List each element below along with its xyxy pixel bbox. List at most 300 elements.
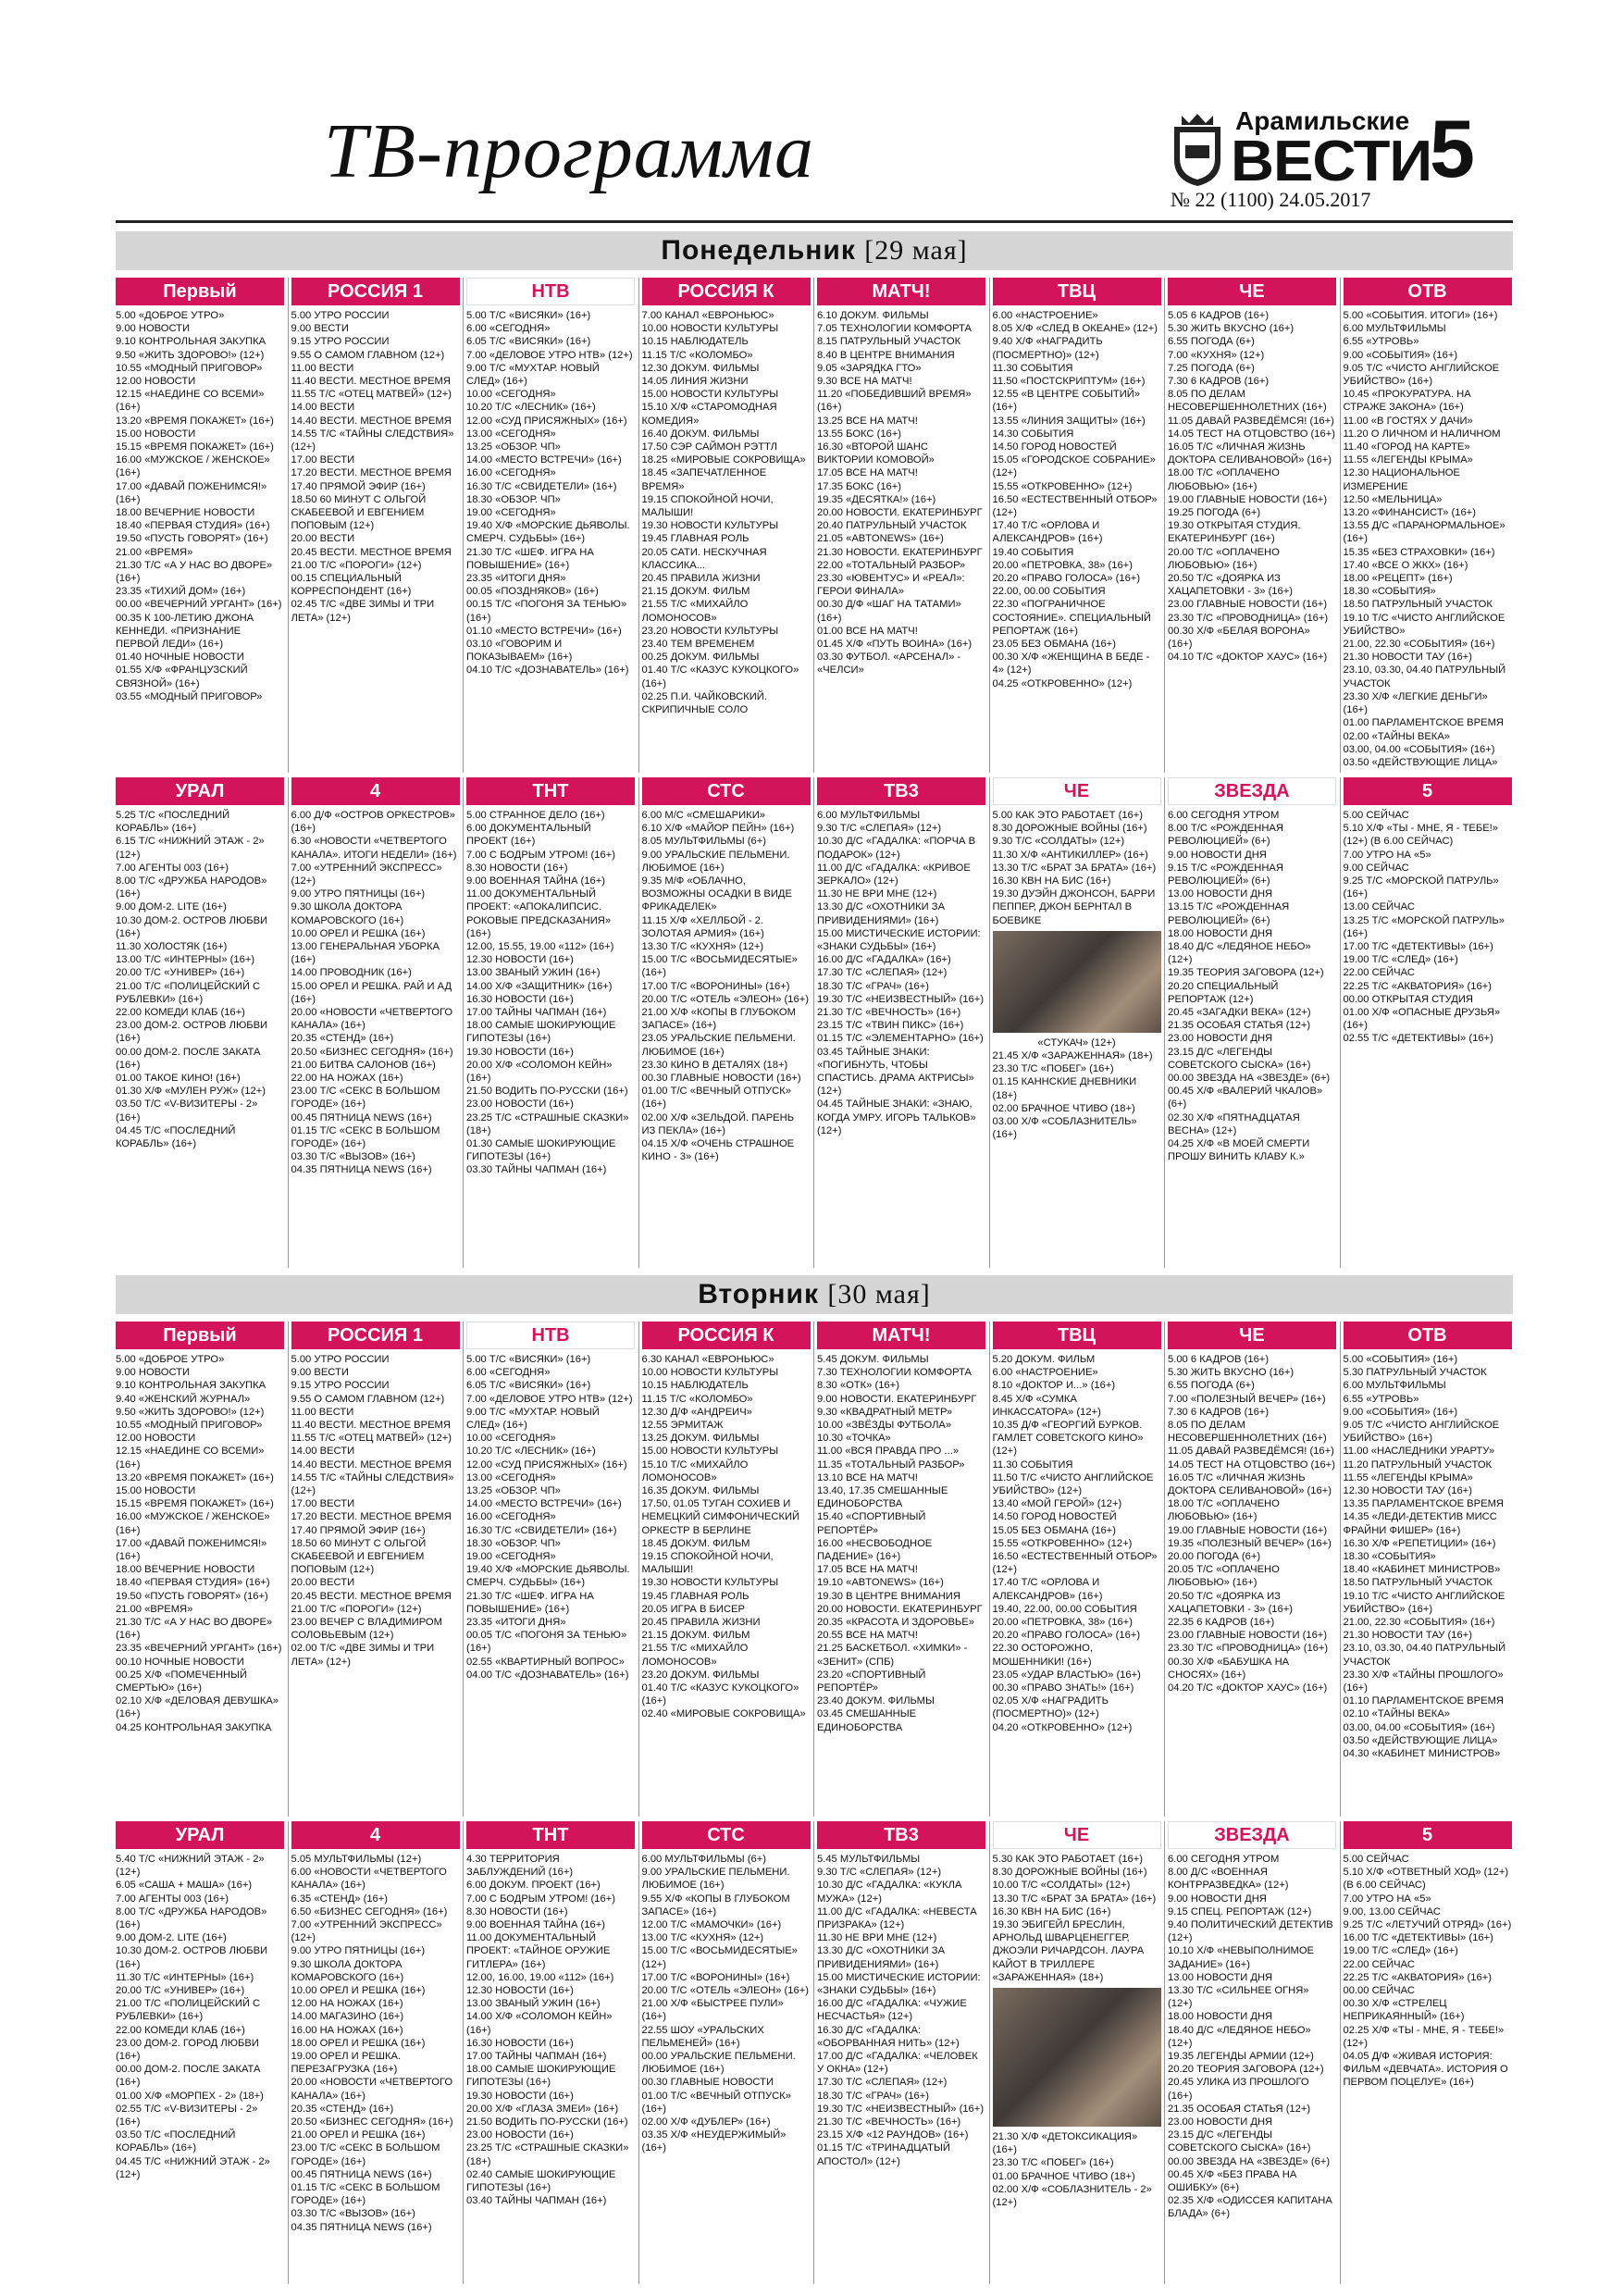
program-item: 00.15 Т/С «ПОГОНЯ ЗА ТЕНЬЮ» (16+)	[466, 599, 627, 624]
program-item: 8.45 Х/Ф «СУМКА ИНКАССАТОРА» (12+)	[992, 1393, 1101, 1418]
channel-logo: МАТЧ!	[817, 1322, 985, 1349]
program-item: 20.45 ПРАВИЛА ЖИЗНИ	[641, 1617, 761, 1629]
program-item: 20.45 УЛИКА ИЗ ПРОШЛОГО (16+)	[1168, 2077, 1309, 2102]
program-item: 14.00 «МЕСТО ВСТРЕЧИ» (16+)	[466, 1498, 622, 1510]
program-item: 03.30 ФУТБОЛ. «АРСЕНАЛ» - «ЧЕЛСИ»	[817, 652, 961, 676]
day-date: 29 мая	[874, 235, 958, 266]
program-list	[1344, 1353, 1512, 1760]
program-item: 6.55 «УТРОВЬ»	[1343, 1393, 1419, 1405]
program-item: 12.30 Д/Ф «АНДРЕИЧ»	[641, 1406, 752, 1418]
column-divider	[1164, 278, 1165, 773]
program-item: 17.30 Т/С «СЛЕПАЯ» (12+)	[817, 2077, 948, 2089]
program-item: 03.30 Т/С «ВЫЗОВ» (16+)	[291, 1151, 415, 1163]
channel-column-отв	[1344, 278, 1512, 773]
program-item: 21.35 ОСОБАЯ СТАТЬЯ (12+)	[1168, 1020, 1311, 1032]
program-item: 02.00 Х/Ф «ЗЕЛЬДОЙ. ПАРЕНЬ ИЗ ПЕКЛА» (16+)	[641, 1111, 795, 1136]
program-item: 9.30 ШКОЛА ДОКТОРА КОМАРОВСКОГО (16+)	[291, 1958, 404, 1983]
program-item: 21.00 Т/С «ПОЛИЦЕЙСКИЙ С РУБЛЕВКИ» (16+)	[116, 1998, 261, 2023]
program-item: 12.50 «МЕЛЬНИЦА»	[1343, 493, 1443, 505]
program-item: 16.00 Т/С «ДЕТЕКТИВЫ» (16+)	[1343, 1932, 1493, 1944]
program-item: 7.25 ПОГОДА (6+)	[1168, 362, 1255, 374]
program-item: 9.35 М/Ф «ОБЛАЧНО, ВОЗМОЖНЫ ОСАДКИ В ВИДЕ ФРИКАДЕЛЕК»	[641, 875, 792, 913]
program-item: 23.20 ДОКУМ. ФИЛЬМЫ	[641, 1669, 760, 1681]
program-item: 9.00 Т/С «МУХТАР. НОВЫЙ СЛЕД» (16+)	[466, 1406, 600, 1432]
program-item: 5.00 «ДОБРОЕ УТРО»	[116, 310, 225, 321]
program-item: 03.45 ТАЙНЫЕ ЗНАКИ: «ПОГИБНУТЬ, ЧТОБЫ СПАСТИСЬ. ДРАМА АКТРИСЫ» (12+)	[817, 1046, 974, 1098]
program-item: 18.00 Т/С «ОПЛАЧЕНО ЛЮБОВЬЮ» (16+)	[1168, 1498, 1280, 1523]
program-item: 9.00 ДОМ-2. LITE (16+)	[116, 1932, 227, 1944]
program-item: 18.40 «ПЕРВАЯ СТУДИЯ» (16+)	[116, 520, 270, 532]
column-divider	[813, 278, 814, 773]
program-item: 8.30 ДОРОЖНЫЕ ВОЙНЫ (16+)	[992, 1867, 1147, 1879]
program-item: 03.00 Х/Ф «СОБЛАЗНИТЕЛЬ» (16+)	[992, 1116, 1137, 1141]
program-item: 8.30 ДОРОЖНЫЕ ВОЙНЫ (16+)	[992, 823, 1147, 835]
program-item: 14.40 ВЕСТИ. МЕСТНОЕ ВРЕМЯ	[291, 415, 452, 427]
program-item: 22.25 Т/С «АКВАТОРИЯ» (16+)	[1343, 1971, 1492, 1983]
program-item: 04.00 Т/С «ДОЗНАВАТЕЛЬ» (16+)	[466, 1669, 629, 1681]
program-item: 01.40 Т/С «КАЗУС КУКОЦКОГО» (16+)	[641, 1682, 799, 1707]
program-item: 19.15 СПОКОЙНОЙ НОЧИ, МАЛЫШИ!	[641, 1551, 774, 1576]
program-item: 18.30 «СОБЫТИЯ»	[1343, 586, 1436, 598]
program-item: 18.30 Т/С «ГРАЧ» (16+)	[817, 980, 930, 992]
program-item: 13.00 Т/С «КУХНЯ» (12+)	[641, 1932, 764, 1944]
program-item: 18.00 Т/С «ОПЛАЧЕНО ЛЮБОВЬЮ» (16+)	[1168, 467, 1280, 492]
program-item: 15.05 «ГОРОДСКОЕ СОБРАНИЕ» (12+)	[992, 454, 1156, 479]
program-item: 11.00 Д/С «ГАДАЛКА: «НЕВЕСТА ПРИЗРАКА» (12+)	[817, 1905, 977, 1931]
program-item: 11.20 ПАТРУЛЬНЫЙ УЧАСТОК	[1343, 1458, 1493, 1471]
channel-column-че	[993, 1821, 1161, 2284]
program-item: 8.00 Т/С «РОЖДЕННАЯ РЕВОЛЮЦИЕЙ» (6+)	[1168, 823, 1283, 848]
program-item: 02.30 Х/Ф «ПЯТНАДЦАТАЯ ВЕСНА» (12+)	[1168, 1111, 1300, 1136]
program-item: 13.30 Т/С «БРАТ ЗА БРАТА» (16+)	[992, 1893, 1157, 1905]
program-item: 9.00 ВЕСТИ	[291, 1367, 349, 1379]
program-item: 02.55 Т/С «ДЕТЕКТИВЫ» (16+)	[1343, 1033, 1493, 1045]
program-item: 00.05 «ПОЗДНЯКОВ» (16+)	[466, 586, 599, 598]
program-item: 9.15 СПЕЦ. РЕПОРТАЖ (12+)	[1168, 1905, 1312, 1917]
program-item: 6.00 «НОВОСТИ «ЧЕТВЕРТОГО КАНАЛА» (16+)	[291, 1867, 447, 1892]
program-item: 21.30 Т/С «ШЕФ. ИГРА НА ПОВЫШЕНИЕ» (16+)	[466, 546, 594, 571]
program-item: 20.35 «СТЕНД» (16+)	[291, 2103, 394, 2115]
program-item: 7.30 6 КАДРОВ (16+)	[1168, 1406, 1270, 1418]
channel-column-звезда	[1168, 1821, 1336, 2284]
program-item: 00.30 Х/Ф «БАБУШКА НА СНОСЯХ» (16+)	[1168, 1656, 1290, 1681]
program-item: 16.00 «НЕСВОБОДНОЕ ПАДЕНИЕ» (16+)	[817, 1537, 933, 1563]
program-item: 19.15 СПОКОЙНОЙ НОЧИ, МАЛЫШИ!	[641, 493, 774, 519]
channel-column-нтв	[466, 1322, 635, 1817]
program-item: 9.00 ВОЕННАЯ ТАЙНА (16+)	[466, 875, 605, 887]
day-header-tuesday: Вторник [30 мая]	[116, 1275, 1513, 1314]
program-item: 20.00 Х/Ф «СОЛОМОН КЕЙН» (16+)	[466, 1059, 613, 1085]
program-item: 9.05 Т/С «ЧИСТО АНГЛИЙСКОЕ УБИЙСТВО» (16+)	[1343, 1420, 1500, 1445]
program-item: 14.55 Т/С «ТАЙНЫ СЛЕДСТВИЯ» (12+)	[291, 1471, 454, 1497]
program-item: 02.35 Х/Ф «ОДИССЕЯ КАПИТАНА БЛАДА» (6+)	[1168, 2195, 1332, 2220]
program-item: 19.50 «ПУСТЬ ГОВОРЯТ» (16+)	[116, 533, 268, 545]
program-item: 02.00 БРАЧНОЕ ЧТИВО (18+)	[992, 1102, 1135, 1114]
program-item: 16.30 НОВОСТИ (16+)	[466, 2037, 574, 2049]
program-item: 13.55 Д/С «ПАРАНОРМАЛЬНОЕ» (16+)	[1343, 520, 1505, 545]
program-item: 4.30 ТЕРРИТОРИЯ ЗАБЛУЖДЕНИЙ (16+)	[466, 1854, 574, 1879]
program-item: 9.00 УРАЛЬСКИЕ ПЕЛЬМЕНИ. ЛЮБИМОЕ (16+)	[641, 1867, 790, 1892]
program-item: 9.30 Т/С «СОЛДАТЫ» (12+)	[992, 836, 1125, 848]
program-item: 15.15 «ВРЕМЯ ПОКАЖЕТ» (16+)	[116, 441, 274, 453]
program-item: 9.30 Т/С «СЛЕПАЯ» (12+)	[817, 823, 942, 835]
program-item: 5.10 Х/Ф «ОТВЕТНЫЙ ХОД» (12+) (В 6.00 СЕЙЧАС)	[1343, 1867, 1509, 1892]
program-item: 17.00 «ДАВАЙ ПОЖЕНИМСЯ!» (16+)	[116, 480, 267, 505]
program-item: 20.00 Х/Ф «ГЛАЗА ЗМЕИ» (16+)	[466, 2103, 619, 2115]
program-item: 16.30 КВН НА БИС (16+)	[992, 875, 1111, 887]
program-item: 15.00 НОВОСТИ	[116, 428, 196, 440]
program-item: 19.25 ПОГОДА (6+)	[1168, 507, 1261, 519]
program-item: 12.15 «НАЕДИНЕ СО ВСЕМИ» (16+)	[116, 389, 265, 414]
program-item: 00.00 ОТКРЫТАЯ СТУДИЯ	[1343, 993, 1473, 1005]
program-item: 9.30 ВСЕ НА МАТЧ!	[817, 376, 912, 388]
schedule-grid-tuesday-2	[116, 1821, 1513, 2284]
program-item: 5.45 МУЛЬТФИЛЬМЫ	[817, 1854, 921, 1865]
column-divider	[989, 1821, 990, 2284]
channel-column-урал	[116, 777, 284, 1268]
program-item: 20.45 «ЗАГАДКИ ВЕКА» (12+)	[1168, 1007, 1311, 1019]
program-item: 11.40 ВЕСТИ. МЕСТНОЕ ВРЕМЯ	[291, 1420, 451, 1432]
program-item: 9.00 НОВОСТИ	[116, 323, 191, 335]
channel-logo: 4	[291, 777, 460, 805]
program-item: 23.35 «ВЕЧЕРНИЙ УРГАНТ» (16+)	[116, 1643, 282, 1655]
program-item: 19.40 СОБЫТИЯ	[992, 546, 1074, 558]
program-item: 18.30 «ОБЗОР. ЧП»	[466, 1537, 561, 1549]
program-list	[1168, 1853, 1336, 2221]
program-item: 03.00, 04.00 «СОБЫТИЯ» (16+)	[1343, 743, 1495, 755]
program-item: 01.00 БРАЧНОЕ ЧТИВО (18+)	[992, 2170, 1135, 2182]
program-item: 9.30 Т/С «СЛЕПАЯ» (12+)	[817, 1867, 942, 1879]
program-item: 20.20 ТЕОРИЯ ЗАГОВОРА (12+)	[1168, 2064, 1324, 2076]
program-item: 13.15 Т/С «РОЖДЕННАЯ РЕВОЛЮЦИЕЙ» (6+)	[1168, 901, 1290, 926]
channel-logo: ТНТ	[466, 1821, 635, 1849]
program-item: 02.40 САМЫЕ ШОКИРУЮЩИЕ ГИПОТЕЗЫ (16+)	[466, 2168, 616, 2194]
program-item: 19.00 «СЕГОДНЯ»	[466, 1551, 556, 1563]
program-list	[817, 1353, 985, 1734]
program-item: 23.35 «ИТОГИ ДНЯ»	[466, 573, 566, 585]
program-item: 16.05 Т/С «ЛИЧНАЯ ЖИЗНЬ ДОКТОРА СЕЛИВАНОВОЙ» (16+)	[1168, 441, 1332, 466]
program-item: 14.50 ГОРОД НОВОСТЕЙ	[992, 441, 1117, 453]
program-list	[291, 809, 460, 1177]
program-item: 17.00 ТАЙНЫ ЧАПМАН (16+)	[466, 2051, 607, 2063]
program-item: 03.50 «ДЕЙСТВУЮЩИЕ ЛИЦА»	[1343, 1734, 1498, 1746]
program-item: 04.15 Х/Ф «ОЧЕНЬ СТРАШНОЕ КИНО - 3» (16+)	[641, 1138, 795, 1163]
program-item: 02.10 Х/Ф «ДЕЛОВАЯ ДЕВУШКА» (16+)	[116, 1695, 279, 1720]
program-item: 23.30 Х/Ф «ТАЙНЫ ПРОШЛОГО» (16+)	[1343, 1669, 1504, 1694]
program-item: 20.00 Т/С «ОТЕЛЬ «ЭЛЕОН» (16+)	[641, 1985, 809, 1997]
program-item: 00.30 Д/Ф «ШАГ НА ТАТАМИ» (16+)	[817, 599, 961, 624]
program-item: 11.40 ВЕСТИ. МЕСТНОЕ ВРЕМЯ	[291, 376, 451, 388]
program-item: 17.30 Т/С «СЛЕПАЯ» (12+)	[817, 967, 948, 979]
program-item: 7.00 УТРО НА «5»	[1343, 1893, 1431, 1905]
channel-logo: 5	[1344, 777, 1512, 805]
program-item: 23.05 БЕЗ ОБМАНА (16+)	[992, 639, 1116, 651]
program-item: 03.50 Т/С «V-ВИЗИТЕРЫ - 2» (16+)	[116, 1098, 258, 1123]
column-divider	[463, 1821, 464, 2284]
page-number: 5	[1430, 103, 1475, 194]
program-item: 01.00 Х/Ф «МОРПЕХ - 2» (18+)	[116, 2090, 264, 2102]
program-item: 8.00 Т/С «ДРУЖБА НАРОДОВ» (16+)	[116, 1905, 267, 1931]
program-item: 14.50 ГОРОД НОВОСТЕЙ	[992, 1511, 1117, 1523]
column-divider	[1164, 777, 1165, 1268]
program-item: 22.00 НА НОЖАХ (16+)	[291, 1073, 403, 1085]
program-item: 14.05 ЛИНИЯ ЖИЗНИ	[641, 376, 749, 388]
program-item: 14.40 ВЕСТИ. МЕСТНОЕ ВРЕМЯ	[291, 1458, 452, 1471]
program-item: 12.30 НАЦИОНАЛЬНОЕ ИЗМЕРЕНИЕ	[1343, 467, 1460, 492]
schedule-grid-tuesday-1	[116, 1322, 1513, 1817]
program-item: 18.40 Д/С «ЛЕДЯНОЕ НЕБО» (12+)	[1168, 941, 1311, 966]
program-item: 7.00 КАНАЛ «ЕВРОНЬЮС»	[641, 310, 774, 321]
channel-column-че	[1168, 278, 1336, 773]
channel-column-4	[291, 1821, 460, 2284]
program-list	[817, 1853, 985, 2168]
program-item: 23.00 ГЛАВНЫЕ НОВОСТИ (16+)	[1168, 1630, 1328, 1642]
program-item: 8.00 Д/С «ВОЕННАЯ КОНТРРАЗВЕДКА» (12+)	[1168, 1867, 1289, 1892]
program-item: 13.25 ВСЕ НА МАТЧ!	[817, 415, 918, 427]
program-item: 00.25 Х/Ф «ПОМЕЧЕННЫЙ СМЕРТЬЮ» (16+)	[116, 1669, 248, 1694]
program-item: 5.00 Т/С «ВИСЯКИ» (16+)	[466, 310, 591, 321]
program-item: 23.35 «ТИХИЙ ДОМ» (16+)	[116, 586, 246, 598]
program-item: 10.30 Д/С «ГАДАЛКА: «ПОРЧА В ПОДАРОК» (12+)	[817, 836, 976, 861]
program-item: 16.40 ДОКУМ. ФИЛЬМЫ	[641, 428, 760, 440]
program-item: 00.30 Х/Ф «ЖЕНЩИНА В БЕДЕ - 4» (12+)	[992, 652, 1150, 676]
program-item: 23.05 «УДАР ВЛАСТЬЮ» (16+)	[992, 1669, 1141, 1681]
program-item: 9.00 «СОБЫТИЯ» (16+)	[1343, 349, 1458, 361]
program-item: 15.00 НОВОСТИ КУЛЬТУРЫ	[641, 1446, 779, 1458]
program-item: 11.30 СОБЫТИЯ	[992, 1458, 1073, 1471]
program-list	[291, 1353, 460, 1669]
channel-column-нтв	[466, 278, 635, 773]
program-item: 18.40 «ПЕРВАЯ СТУДИЯ» (16+)	[116, 1577, 270, 1589]
channel-column-россия-1	[291, 1322, 460, 1817]
program-item: 21.50 ВОДИТЬ ПО-РУССКИ (16+)	[466, 2116, 628, 2128]
program-item: 13.00 «СЕГОДНЯ»	[466, 428, 556, 440]
program-item: 21.35 ОСОБАЯ СТАТЬЯ (12+)	[1168, 2103, 1311, 2115]
program-item: 10.00 ОРЕЛ И РЕШКА (16+)	[291, 1985, 426, 1997]
column-divider	[1164, 1322, 1165, 1817]
program-item: 13.25 ДОКУМ. ФИЛЬМЫ	[641, 1433, 760, 1445]
program-item: 03.50 «ДЕЙСТВУЮЩИЕ ЛИЦА»	[1343, 756, 1498, 768]
program-item: 7.30 6 КАДРОВ (16+)	[1168, 376, 1270, 388]
program-item: 17.05 ВСЕ НА МАТЧ!	[817, 467, 918, 479]
channel-logo: ТВ3	[817, 1821, 985, 1849]
program-item: 04.10 Т/С «ДОКТОР ХАУС» (16+)	[1168, 652, 1328, 664]
program-item: 18.50 ПАТРУЛЬНЫЙ УЧАСТОК	[1343, 1577, 1493, 1589]
program-item: 22.00 СЕЙЧАС	[1343, 967, 1415, 979]
program-item: 10.00 ОРЕЛ И РЕШКА (16+)	[291, 927, 426, 939]
program-item: 16.50 «ЕСТЕСТВЕННЫЙ ОТБОР» (12+)	[992, 1551, 1158, 1576]
channel-logo: ЧЕ	[993, 777, 1161, 805]
column-divider	[638, 1322, 639, 1817]
channel-logo: РОССИЯ К	[642, 278, 811, 305]
program-item: 22.35 6 КАДРОВ (16+)	[1168, 1617, 1275, 1629]
program-item: 20.50 Т/С «ДОЯРКА ИЗ ХАЦАПЕТОВКИ - 3» (16+)	[1168, 573, 1294, 598]
program-item: 01.55 Х/Ф «ФРАНЦУЗСКИЙ СВЯЗНОЙ» (16+)	[116, 664, 248, 689]
program-item: 14.00 ВЕСТИ	[291, 1446, 355, 1458]
issue-info: № 22 (1100) 24.05.2017	[1171, 188, 1371, 211]
program-item: 20.20 СПЕЦИАЛЬНЫЙ РЕПОРТАЖ (12+)	[1168, 980, 1279, 1005]
channel-column-тв3	[817, 1821, 985, 2284]
program-item: 12.00 «СУД ПРИСЯЖНЫХ» (16+)	[466, 415, 627, 427]
program-item: 16.30 «ВТОРОЙ ШАНС ВИКТОРИИ КОМОВОЙ»	[817, 441, 935, 466]
program-item: 21.25 БАСКЕТБОЛ. «ХИМКИ» - «ЗЕНИТ» (СПБ)	[817, 1643, 968, 1668]
channel-column-первый	[116, 1322, 284, 1817]
program-item: 21.15 ДОКУМ. ФИЛЬМ	[641, 586, 750, 598]
program-item: 14.00 «МЕСТО ВСТРЕЧИ» (16+)	[466, 454, 622, 466]
program-item: 04.35 ПЯТНИЦА NEWS (16+)	[291, 2221, 432, 2233]
program-item: 20.35 «КРАСОТА И ЗДОРОВЬЕ»	[817, 1617, 974, 1629]
program-item: 23.10, 03.30, 04.40 ПАТРУЛЬНЫЙ УЧАСТОК	[1343, 664, 1506, 689]
program-list	[116, 309, 284, 703]
program-item: 21.00 Х/Ф «КОПЫ В ГЛУБОКОМ ЗАПАСЕ» (16+)	[641, 1007, 796, 1032]
program-list	[466, 1353, 635, 1682]
program-item: 19.40 Х/Ф «МОРСКИЕ ДЬЯВОЛЫ. СМЕРЧ. СУДЬБЫ» (16+)	[466, 520, 630, 545]
program-item: 19.50 «ПУСТЬ ГОВОРЯТ» (16+)	[116, 1590, 268, 1602]
program-item: 8.05 МУЛЬТФИЛЬМЫ (6+)	[641, 836, 766, 848]
program-item: 20.00 НОВОСТИ. ЕКАТЕРИНБУРГ	[817, 507, 983, 519]
program-item: 23.15 Д/С «ЛЕГЕНДЫ СОВЕТСКОГО СЫСКА» (16+)	[1168, 2129, 1311, 2154]
program-item: 13.20 «ФИНАНСИСТ» (16+)	[1343, 507, 1476, 519]
program-item: 15.00 ОРЕЛ И РЕШКА. РАЙ И АД (16+)	[291, 980, 452, 1005]
program-item: 9.15 Т/С «РОЖДЕННАЯ РЕВОЛЮЦИЕЙ» (6+)	[1168, 862, 1283, 887]
program-item: 04.20 Т/С «ДОКТОР ХАУС» (16+)	[1168, 1682, 1328, 1694]
program-list	[116, 1353, 284, 1734]
column-divider	[288, 1322, 289, 1817]
program-item: 18.45 ДОКУМ. ФИЛЬМ	[641, 1537, 750, 1549]
program-item: 17.00 ВЕСТИ	[291, 454, 355, 466]
program-item: 7.00 «УТРЕННИЙ ЭКСПРЕСС» (12+)	[291, 1919, 442, 1944]
program-item: 20.05 Т/С «ОПЛАЧЕНО ЛЮБОВЬЮ» (16+)	[1168, 1564, 1280, 1589]
program-item: 7.00 УТРО НА «5»	[1343, 849, 1431, 861]
channel-logo: Первый	[116, 278, 284, 305]
movie-still-photo	[993, 931, 1161, 1033]
program-item: 21.30 НОВОСТИ. ЕКАТЕРИНБУРГ	[817, 546, 983, 558]
channel-column-стс	[642, 1821, 811, 2284]
program-item: 8.05 ПО ДЕЛАМ НЕСОВЕРШЕННОЛЕТНИХ (16+)	[1168, 389, 1327, 414]
program-item: 11.05 ДАВАЙ РАЗВЕДЁМСЯ! (16+)	[1168, 415, 1334, 427]
program-list	[1168, 1353, 1336, 1694]
program-item: 16.50 «ЕСТЕСТВЕННЫЙ ОТБОР» (12+)	[992, 493, 1158, 519]
program-item: 22.00 КОМЕДИ КЛАБ (16+)	[116, 1007, 245, 1019]
program-item: 7.05 ТЕХНОЛОГИИ КОМФОРТА	[817, 323, 972, 335]
channel-logo: ОТВ	[1344, 278, 1512, 305]
program-item: 6.00 ДОКУМ. ПРОЕКТ (16+)	[466, 1880, 601, 1892]
program-item: 11.05 ДАВАЙ РАЗВЕДЁМСЯ! (16+)	[1168, 1446, 1334, 1458]
program-item: 19.30 НОВОСТИ КУЛЬТУРЫ	[641, 1577, 779, 1589]
program-item: 9.50 «ЖИТЬ ЗДОРОВО!» (12+)	[116, 349, 265, 361]
program-item: 04.10 Т/С «ДОЗНАВАТЕЛЬ» (16+)	[466, 664, 629, 676]
program-item: 00.25 ДОКУМ. ФИЛЬМЫ	[641, 652, 760, 664]
program-item: 23.35 «ИТОГИ ДНЯ»	[466, 1617, 566, 1629]
program-item: 10.55 «МОДНЫЙ ПРИГОВОР»	[116, 1420, 263, 1432]
program-item: 5.00 «СОБЫТИЯ» (16+)	[1343, 1354, 1458, 1365]
program-item: 00.30 Х/Ф «БЕЛАЯ ВОРОНА» (16+)	[1168, 625, 1310, 651]
movie-still-photo	[993, 1988, 1161, 2127]
program-list	[466, 309, 635, 677]
program-item: 11.00 «ВСЯ ПРАВДА ПРО ...»	[817, 1446, 960, 1458]
program-item: 13.25 «ОБЗОР. ЧП»	[466, 1485, 561, 1497]
program-item: 21.30 Х/Ф «ДЕТОКСИКАЦИЯ» (16+)	[992, 2131, 1138, 2156]
program-item: 15.00 НОВОСТИ	[116, 1485, 196, 1497]
program-list	[1344, 1853, 1512, 2090]
program-item: 13.55 БОКС (16+)	[817, 428, 902, 440]
program-item: 12.30 НОВОСТИ (16+)	[466, 1985, 574, 1997]
program-item: 04.25 Х/Ф «В МОЕЙ СМЕРТИ ПРОШУ ВИНИТЬ КЛАВУ К.»	[1168, 1138, 1310, 1163]
program-item: 19.30 НОВОСТИ (16+)	[466, 1046, 574, 1058]
program-item: 12.15 «НАЕДИНЕ СО ВСЕМИ» (16+)	[116, 1446, 265, 1471]
program-item: 12.55 ЭРМИТАЖ	[641, 1420, 724, 1432]
program-item: 9.00 ВЕСТИ	[291, 323, 349, 335]
program-item: 01.15 Т/С «СЕКС В БОЛЬШОМ ГОРОДЕ» (16+)	[291, 1124, 440, 1150]
program-item: 03.30 ТАЙНЫ ЧАПМАН (16+)	[466, 1164, 607, 1176]
channel-column-стс	[642, 777, 811, 1268]
program-item: 21.00, 22.30 «СОБЫТИЯ» (16+)	[1343, 639, 1495, 651]
photo-caption: «СТУКАЧ» (12+)	[1037, 1036, 1116, 1049]
program-item: 10.15 НАБЛЮДАТЕЛЬ	[641, 1380, 749, 1392]
program-item: 10.30 ДОМ-2. ОСТРОВ ЛЮБВИ (16+)	[116, 914, 268, 939]
program-item: 6.30 КАНАЛ «ЕВРОНЬЮС»	[641, 1354, 774, 1365]
program-item: 11.00 ДОКУМЕНТАЛЬНЫЙ ПРОЕКТ: «АПОКАЛИПСИС. РОКОВЫЕ ПРЕДСКАЗАНИЯ» (16+)	[466, 888, 612, 939]
program-item: 01.00 ВСЕ НА МАТЧ!	[817, 625, 918, 637]
column-divider	[989, 777, 990, 1268]
program-item: 18.00 ВЕЧЕРНИЕ НОВОСТИ	[116, 1564, 255, 1576]
column-divider	[813, 1821, 814, 2284]
program-item: 9.25 Т/С «ЛЕТУЧИЙ ОТРЯД» (16+)	[1343, 1919, 1512, 1931]
program-item: 7.00 «ДЕЛОВОЕ УТРО НТВ» (12+)	[466, 349, 633, 361]
program-item: 6.30 «НОВОСТИ «ЧЕТВЕРТОГО КАНАЛА». ИТОГИ НЕДЕЛИ» (16+)	[291, 836, 457, 861]
program-item: 20.45 ВЕСТИ. МЕСТНОЕ ВРЕМЯ	[291, 546, 452, 558]
program-item: 14.00 Х/Ф «ЗАЩИТНИК» (16+)	[466, 980, 613, 992]
program-item: 01.00 ТАКОЕ КИНО! (16+)	[116, 1073, 241, 1085]
program-item: 6.00 «СЕГОДНЯ»	[466, 323, 551, 335]
channel-column-урал	[116, 1821, 284, 2284]
program-item: 18.00 «РЕЦЕПТ» (16+)	[1343, 573, 1453, 585]
program-item: 20.00 «НОВОСТИ «ЧЕТВЕРТОГО КАНАЛА» (16+)	[291, 2077, 453, 2102]
program-item: 11.20 О ЛИЧНОМ И НАЛИЧНОМ	[1343, 428, 1501, 440]
program-item: 03.10 «ГОВОРИМ И ПОКАЗЫВАЕМ» (16+)	[466, 639, 573, 664]
program-item: 19.30 Т/С «НЕИЗВЕСТНЫЙ» (16+)	[817, 993, 985, 1005]
channel-column-россия-к	[642, 1322, 811, 1817]
program-item: 23.30 Х/Ф «ЛЕГКИЕ ДЕНЬГИ» (16+)	[1343, 690, 1488, 716]
program-item: 10.20 Т/С «ЛЕСНИК» (16+)	[466, 402, 596, 414]
program-item: 19.35 «ДЕСЯТКА!» (16+)	[817, 493, 936, 505]
program-item: 04.45 Т/С «НИЖНИЙ ЭТАЖ - 2» (12+)	[116, 2155, 270, 2180]
program-item: 16.30 Х/Ф «РЕПЕТИЦИИ» (16+)	[1343, 1537, 1496, 1549]
program-item: 12.00, 15.55, 19.00 «112» (16+)	[466, 941, 614, 953]
program-item: 17.20 ВЕСТИ. МЕСТНОЕ ВРЕМЯ	[291, 1511, 452, 1523]
program-item: 02.40 «МИРОВЫЕ СОКРОВИЩА»	[641, 1708, 806, 1720]
program-item: 17.50, 01.05 ТУГАН СОХИЕВ И НЕМЕЦКИЙ СИМФОНИЧЕСКИЙ ОРКЕСТР В БЕРЛИНЕ	[641, 1498, 800, 1536]
program-item: 21.55 Т/С «МИХАЙЛО ЛОМОНОСОВ»	[641, 599, 749, 624]
program-item: 9.40 «ЖЕНСКИЙ ЖУРНАЛ»	[116, 1393, 251, 1405]
program-item: 20.20 «ПРАВО ГОЛОСА» (16+)	[992, 1630, 1141, 1642]
program-item: 10.00 «СЕГОДНЯ»	[466, 1433, 556, 1445]
program-item: 23.00 НОВОСТИ (16+)	[466, 1098, 574, 1111]
program-item: 02.10 «ТАЙНЫ ВЕКА»	[1343, 1708, 1451, 1720]
program-list	[993, 809, 1161, 927]
program-item: 00.30 Х/Ф «СТРЕЛЕЦ НЕПРИКАЯННЫЙ» (16+)	[1343, 1998, 1465, 2023]
program-item: 9.40 ПОЛИТИЧЕСКИЙ ДЕТЕКТИВ (12+)	[1168, 1919, 1333, 1944]
program-item: 23.15 Х/Ф «12 РАУНДОВ» (16+)	[817, 2129, 969, 2141]
channel-column-твц	[993, 278, 1161, 773]
program-item: 19.30 ЭБИГЕЙЛ БРЕСЛИН, АРНОЛЬД ШВАРЦЕНЕГГЕР, ДЖОЭЛИ РИЧАРДСОН. ЛАУРА КАЙОТ В ТРИЛЛЕРЕ «ЗАРАЖЕННАЯ» (18+)	[992, 1919, 1145, 1983]
program-item: 6.55 ПОГОДА (6+)	[1168, 336, 1255, 348]
program-item: 7.00 АГЕНТЫ 003 (16+)	[116, 1893, 229, 1905]
program-item: 9.00 УРАЛЬСКИЕ ПЕЛЬМЕНИ. ЛЮБИМОЕ (16+)	[641, 849, 790, 874]
program-list	[642, 1853, 811, 2155]
program-item: 10.35 Д/Ф «ГЕОРГИЙ БУРКОВ. ГАМЛЕТ СОВЕТСКОГО КИНО» (12+)	[992, 1420, 1144, 1458]
program-list	[291, 309, 460, 625]
